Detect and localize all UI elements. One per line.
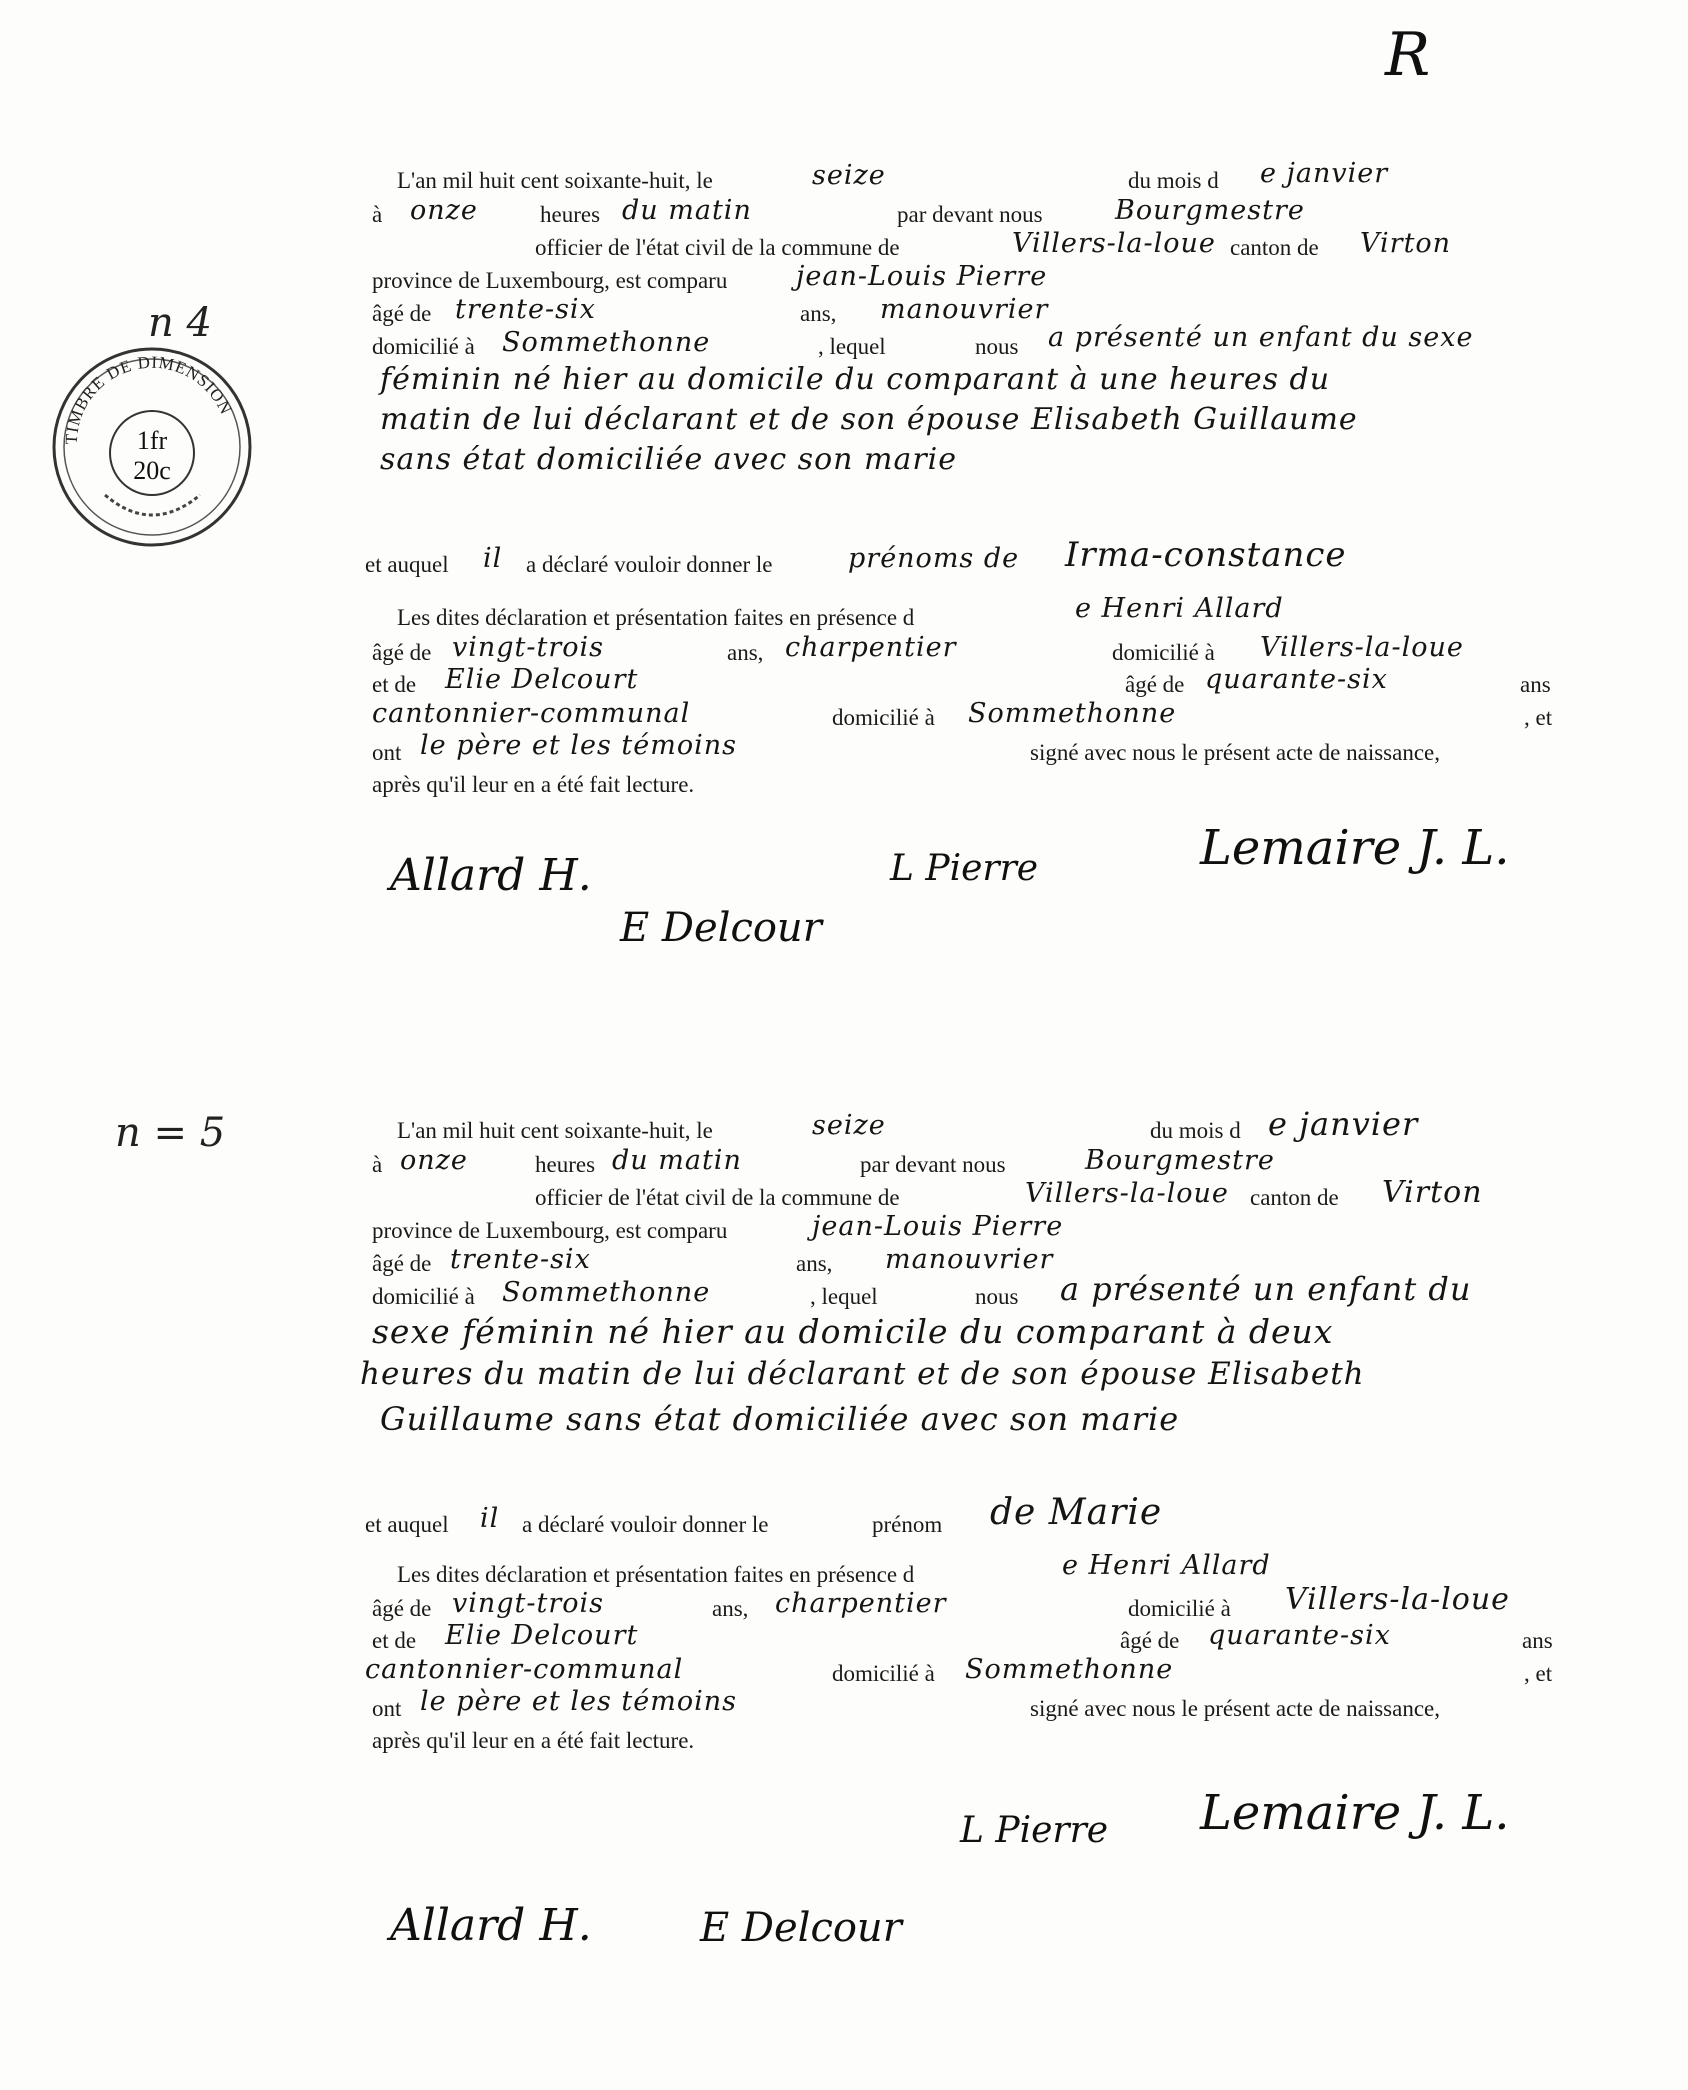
- declare-label: a déclaré vouloir donner le: [526, 552, 773, 577]
- record-text-2: féminin né hier au domicile du comparant à une heures du: [380, 362, 1331, 397]
- ont-label: ont: [372, 740, 402, 765]
- apres-line: après qu'il leur en a été fait lecture.: [372, 772, 695, 797]
- record-signers: le père et les témoins: [420, 730, 737, 761]
- hours-label: heures: [535, 1152, 596, 1177]
- w1-ans-label: ans,: [712, 1596, 749, 1621]
- record-text-1: a présenté un enfant du: [1060, 1270, 1472, 1308]
- w2-profession: cantonnier-communal: [365, 1654, 684, 1685]
- w2-age: quarante-six: [1208, 1620, 1391, 1651]
- record-day: seize: [812, 1110, 886, 1141]
- signature-delcourt: E Delcour: [700, 1905, 902, 1951]
- svg-text:1fr: 1fr: [136, 426, 168, 455]
- ans-label: ans,: [796, 1251, 833, 1276]
- witness-intro: Les dites déclaration et présentation faites en présence d: [397, 1562, 915, 1587]
- record-domicile: Sommethonne: [502, 327, 711, 358]
- domicile-label: domicilié à: [372, 334, 475, 359]
- w2-profession: cantonnier-communal: [372, 698, 691, 729]
- dimension-stamp-seal: [50, 345, 255, 550]
- signature-lemaire: Lemaire J. L.: [1200, 1785, 1510, 1841]
- auquel-label: et auquel: [365, 1512, 449, 1537]
- witness-intro: Les dites déclaration et présentation faites en présence d: [397, 605, 915, 630]
- record-text-3: matin de lui déclarant et de son épouse Elisabeth Guillaume: [380, 402, 1358, 437]
- lequel-label: , lequel: [810, 1284, 878, 1309]
- record-period: du matin: [622, 195, 752, 226]
- record-pronoun: il: [483, 543, 503, 574]
- apres-line: après qu'il leur en a été fait lecture.: [372, 1728, 695, 1753]
- prenom-label: prénom: [872, 1512, 943, 1537]
- signature-allard: Allard H.: [390, 1900, 592, 1951]
- a-label: à: [372, 202, 383, 227]
- w1-age-label: âgé de: [372, 640, 432, 665]
- record-number: n = 5: [115, 1110, 226, 1156]
- et-label: , et: [1524, 705, 1553, 730]
- record-text-2: sexe féminin né hier au domicile du comparant à deux: [372, 1312, 1334, 1351]
- w2-age: quarante-six: [1205, 664, 1388, 695]
- hours-label: heures: [540, 202, 601, 227]
- record-intro: L'an mil huit cent soixante-huit, le: [397, 1118, 713, 1143]
- w1-profession: charpentier: [775, 1588, 947, 1619]
- record-declarant: jean-Louis Pierre: [796, 261, 1048, 292]
- record-text-4: sans état domiciliée avec son marie: [380, 442, 958, 477]
- record-declarant: jean-Louis Pierre: [812, 1211, 1064, 1242]
- record-hour: onze: [400, 1145, 468, 1176]
- nous-label: nous: [975, 1284, 1019, 1309]
- stamp-top-text: TIMBRE DE DIMENSION: [61, 352, 236, 445]
- record-age: trente-six: [455, 294, 596, 325]
- et-de-label: et de: [372, 1628, 417, 1653]
- svg-text:20c: 20c: [133, 456, 171, 485]
- record-intro: L'an mil huit cent soixante-huit, le: [397, 168, 713, 193]
- signature-lemaire: Lemaire J. L.: [1200, 820, 1510, 876]
- record-officer: Bourgmestre: [1115, 195, 1305, 226]
- w2-age-label: âgé de: [1120, 1628, 1180, 1653]
- w1-domicile-label: domicilié à: [1128, 1596, 1231, 1621]
- record-signers: le père et les témoins: [420, 1686, 737, 1717]
- month-label: du mois d: [1128, 168, 1219, 193]
- lequel-label: , lequel: [818, 334, 886, 359]
- nous-label: nous: [975, 334, 1019, 359]
- record-month: e janvier: [1268, 1105, 1419, 1143]
- age-label: âgé de: [372, 301, 432, 326]
- record-officer: Bourgmestre: [1085, 1145, 1275, 1176]
- record-text-3: heures du matin de lui déclarant et de son épouse Elisabeth: [360, 1356, 1365, 1392]
- province-line: province de Luxembourg, est comparu: [372, 1218, 728, 1243]
- record-day: seize: [812, 160, 886, 191]
- record-witness-2: Elie Delcourt: [445, 1620, 639, 1651]
- domicile-label: domicilié à: [372, 1284, 475, 1309]
- w1-domicile: Villers-la-loue: [1285, 1582, 1510, 1617]
- record-canton: Virton: [1360, 228, 1452, 259]
- province-line: province de Luxembourg, est comparu: [372, 268, 728, 293]
- record-text-4: Guillaume sans état domiciliée avec son marie: [380, 1400, 1180, 1438]
- w1-age-label: âgé de: [372, 1596, 432, 1621]
- record-profession: manouvrier: [880, 294, 1049, 325]
- month-label: du mois d: [1150, 1118, 1241, 1143]
- w1-ans-label: ans,: [727, 640, 764, 665]
- w2-domicile: Sommethonne: [968, 698, 1177, 729]
- officer-line: officier de l'état civil de la commune de: [535, 1185, 900, 1210]
- age-label: âgé de: [372, 1251, 432, 1276]
- record-month: e janvier: [1260, 158, 1389, 189]
- record-period: du matin: [612, 1145, 742, 1176]
- et-label: , et: [1524, 1661, 1553, 1686]
- ont-label: ont: [372, 1696, 402, 1721]
- canton-label: canton de: [1250, 1185, 1339, 1210]
- auquel-label: et auquel: [365, 552, 449, 577]
- record-prenom: Irma-constance: [1065, 535, 1347, 575]
- par-devant-label: par devant nous: [860, 1152, 1006, 1177]
- par-devant-label: par devant nous: [897, 202, 1043, 227]
- record-canton: Virton: [1382, 1175, 1483, 1210]
- w1-age: vingt-trois: [452, 1588, 605, 1619]
- officer-line: officier de l'état civil de la commune de: [535, 235, 900, 260]
- signature-pierre: L Pierre: [890, 848, 1039, 889]
- signe-line: signé avec nous le présent acte de naissance,: [1030, 1696, 1440, 1721]
- record-witness-1: e Henri Allard: [1062, 1550, 1271, 1581]
- record-witness-1: e Henri Allard: [1075, 593, 1284, 624]
- record-profession: manouvrier: [885, 1244, 1054, 1275]
- prenom-label: prénoms de: [848, 543, 1020, 574]
- declare-label: a déclaré vouloir donner le: [522, 1512, 769, 1537]
- record-commune: Villers-la-loue: [1025, 1178, 1229, 1209]
- w1-domicile: Villers-la-loue: [1260, 632, 1464, 663]
- w2-ans-label: ans: [1520, 672, 1551, 697]
- record-number: n 4: [148, 300, 212, 346]
- w2-domicile-label: domicilié à: [832, 705, 935, 730]
- w2-domicile: Sommethonne: [965, 1654, 1174, 1685]
- w1-profession: charpentier: [785, 632, 957, 663]
- record-pronoun: il: [480, 1503, 500, 1534]
- et-de-label: et de: [372, 672, 417, 697]
- record-domicile: Sommethonne: [502, 1277, 711, 1308]
- record-prenom: de Marie: [990, 1492, 1163, 1533]
- ans-label: ans,: [800, 301, 837, 326]
- w2-domicile-label: domicilié à: [832, 1661, 935, 1686]
- record-hour: onze: [410, 195, 478, 226]
- record-witness-2: Elie Delcourt: [445, 664, 639, 695]
- w1-domicile-label: domicilié à: [1112, 640, 1215, 665]
- w1-age: vingt-trois: [452, 632, 605, 663]
- signe-line: signé avec nous le présent acte de naissance,: [1030, 740, 1440, 765]
- w2-age-label: âgé de: [1125, 672, 1185, 697]
- signature-allard: Allard H.: [390, 850, 592, 901]
- record-age: trente-six: [450, 1244, 591, 1275]
- canton-label: canton de: [1230, 235, 1319, 260]
- signature-delcourt: E Delcour: [620, 905, 822, 951]
- record-commune: Villers-la-loue: [1012, 228, 1216, 259]
- record-text-1: a présenté un enfant du sexe: [1048, 322, 1474, 353]
- signature-pierre: L Pierre: [960, 1810, 1109, 1851]
- a-label: à: [372, 1152, 383, 1177]
- w2-ans-label: ans: [1522, 1628, 1553, 1653]
- page-mark: R: [1385, 20, 1431, 90]
